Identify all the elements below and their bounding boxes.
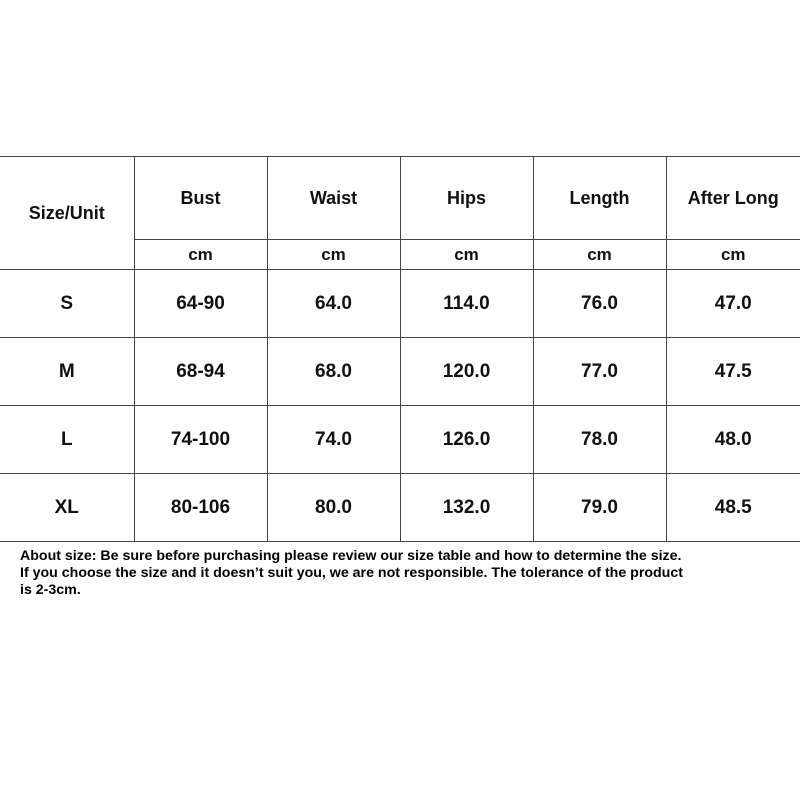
unit-hips: cm <box>400 240 533 270</box>
cell-bust: 80-106 <box>134 474 267 542</box>
header-length: Length <box>533 157 666 240</box>
cell-waist: 80.0 <box>267 474 400 542</box>
cell-length: 78.0 <box>533 406 666 474</box>
notice-line: About size: Be sure before purchasing please review our size table and how to determine the size. <box>20 548 682 564</box>
size-table <box>0 156 800 542</box>
cell-hips: 114.0 <box>400 270 533 338</box>
unit-length: cm <box>533 240 666 270</box>
size-unit-header: Size/Unit <box>0 157 134 270</box>
header-row <box>0 157 800 240</box>
table-row <box>0 270 800 338</box>
table-row <box>0 406 800 474</box>
unit-bust: cm <box>134 240 267 270</box>
header-bust: Bust <box>134 157 267 240</box>
size-label: S <box>0 270 134 338</box>
cell-waist: 74.0 <box>267 406 400 474</box>
cell-after-long: 48.0 <box>666 406 800 474</box>
cell-length: 79.0 <box>533 474 666 542</box>
table-row <box>0 474 800 542</box>
notice-line: is 2-3cm. <box>20 582 81 598</box>
unit-after-long: cm <box>666 240 800 270</box>
cell-waist: 68.0 <box>267 338 400 406</box>
cell-bust: 74-100 <box>134 406 267 474</box>
header-waist: Waist <box>267 157 400 240</box>
cell-after-long: 47.5 <box>666 338 800 406</box>
notice-line: If you choose the size and it doesn’t suit you, we are not responsible. The tolerance of the product <box>20 565 683 581</box>
cell-hips: 126.0 <box>400 406 533 474</box>
size-label: L <box>0 406 134 474</box>
unit-waist: cm <box>267 240 400 270</box>
cell-after-long: 48.5 <box>666 474 800 542</box>
size-label: XL <box>0 474 134 542</box>
cell-length: 77.0 <box>533 338 666 406</box>
table-row <box>0 338 800 406</box>
cell-hips: 120.0 <box>400 338 533 406</box>
cell-length: 76.0 <box>533 270 666 338</box>
size-notice <box>20 548 790 599</box>
header-after-long: After Long <box>666 157 800 240</box>
cell-waist: 64.0 <box>267 270 400 338</box>
header-hips: Hips <box>400 157 533 240</box>
cell-hips: 132.0 <box>400 474 533 542</box>
cell-bust: 68-94 <box>134 338 267 406</box>
size-label: M <box>0 338 134 406</box>
cell-bust: 64-90 <box>134 270 267 338</box>
cell-after-long: 47.0 <box>666 270 800 338</box>
